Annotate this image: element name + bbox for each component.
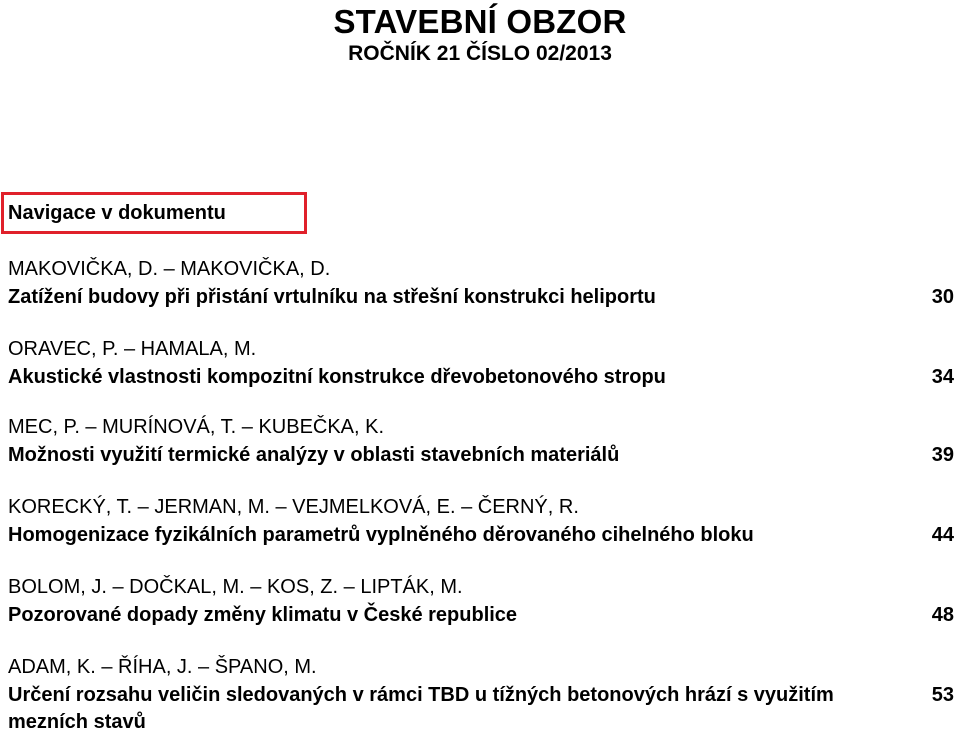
entry-title[interactable]: Pozorované dopady změny klimatu v České republice xyxy=(8,604,518,626)
entry-title[interactable]: Akustické vlastnosti kompozitní konstrukce dřevobetonového stropu xyxy=(8,366,666,388)
entry-authors: KORECKÝ, T. – JERMAN, M. – VEJMELKOVÁ, E. – ČERNÝ, R. xyxy=(8,496,579,518)
entry-authors: ORAVEC, P. – HAMALA, M. xyxy=(8,338,257,360)
entry-page-number[interactable]: 48 xyxy=(931,604,954,626)
entry-title[interactable]: Zatížení budovy při přistání vrtulníku na střešní konstrukci heliportu xyxy=(8,286,656,308)
journal-title: STAVEBNÍ OBZOR xyxy=(333,3,627,40)
entry-authors: ADAM, K. – ŘÍHA, J. – ŠPANO, M. xyxy=(8,656,317,678)
entry-title[interactable]: Určení rozsahu veličin sledovaných v rámci TBD u tížných betonových hrází s využitím mezních stavů xyxy=(8,684,834,733)
entry-authors: BOLOM, J. – DOČKAL, M. – KOS, Z. – LIPTÁK, M. xyxy=(8,576,463,598)
entry-page-number[interactable]: 44 xyxy=(931,524,954,546)
issue-line: ROČNÍK 21 ČÍSLO 02/2013 xyxy=(348,42,612,65)
entry-title[interactable]: Možnosti využití termické analýzy v oblasti stavebních materiálů xyxy=(8,444,620,466)
entry-page-number[interactable]: 30 xyxy=(931,286,954,308)
navigation-label[interactable]: Navigace v dokumentu xyxy=(8,202,226,224)
entry-authors: MEC, P. – MURÍNOVÁ, T. – KUBEČKA, K. xyxy=(8,416,385,438)
entry-title[interactable]: Homogenizace fyzikálních parametrů vyplněného děrovaného cihelného bloku xyxy=(8,524,754,546)
entry-page-number[interactable]: 53 xyxy=(931,684,954,706)
entry-authors: MAKOVIČKA, D. – MAKOVIČKA, D. xyxy=(8,258,331,280)
entry-page-number[interactable]: 39 xyxy=(931,444,954,466)
entry-page-number[interactable]: 34 xyxy=(931,366,954,388)
